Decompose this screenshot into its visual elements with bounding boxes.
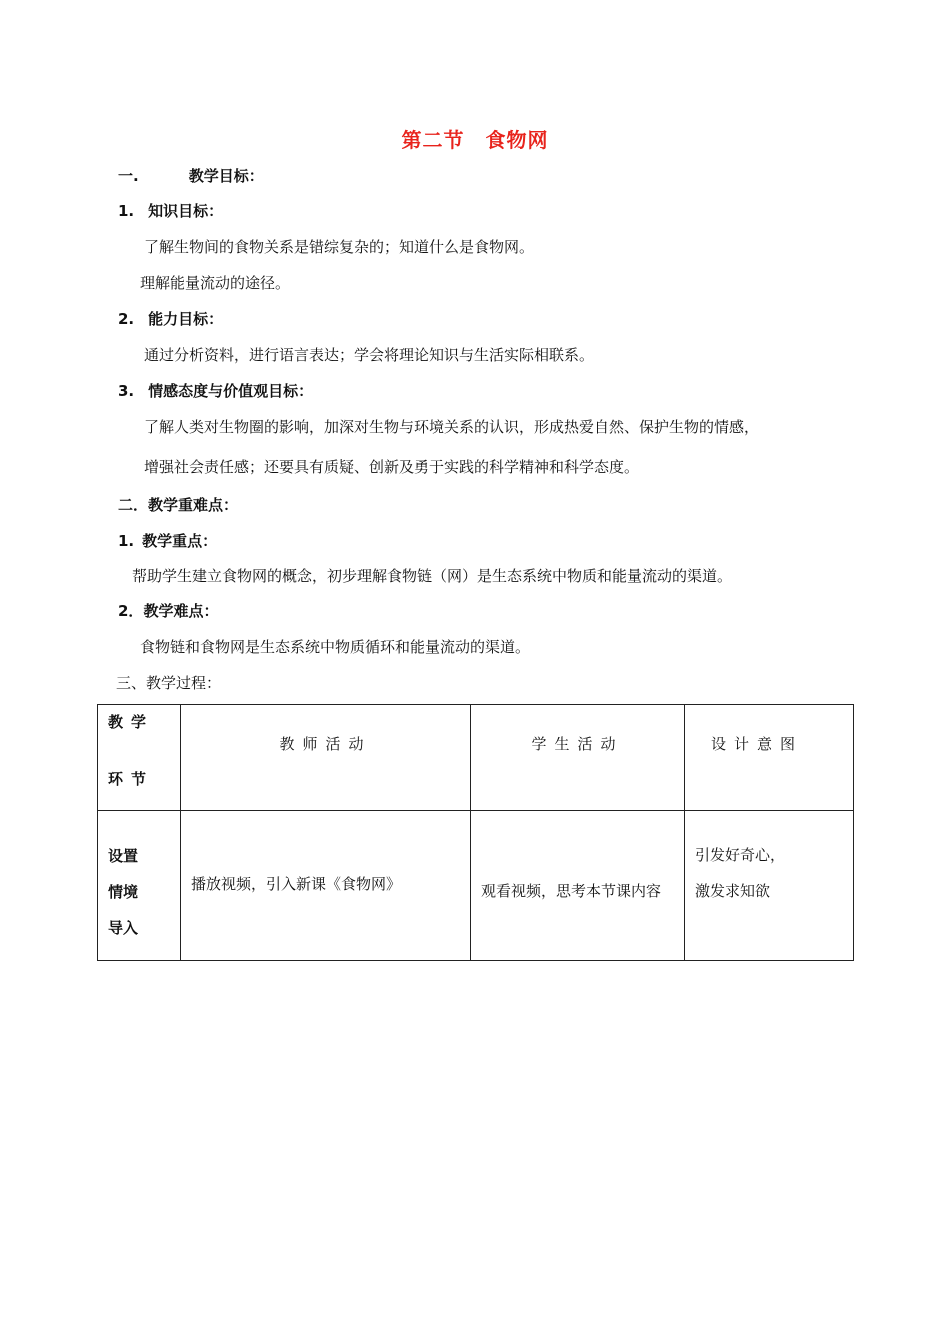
- row-student-activity: 观看视频，思考本节课内容: [471, 811, 685, 961]
- key-point-heading: [118, 530, 217, 551]
- table-row: [98, 811, 854, 961]
- difficulty-line-1: 食物链和食物网是生态系统中物质循环和能量流动的渠道。: [140, 638, 531, 656]
- objective-1-number: 1.: [118, 202, 135, 220]
- difficulty-number: 2．: [118, 602, 144, 620]
- section-3-heading: 三、教学过程：: [116, 674, 222, 692]
- header-stage: [98, 705, 181, 811]
- key-point-line-1: 帮助学生建立食物网的概念，初步理解食物链（网）是生态系统中物质和能量流动的渠道。: [132, 567, 733, 585]
- knowledge-line-1: 了解生物间的食物关系是错综复杂的；知道什么是食物网。: [144, 238, 535, 256]
- key-point-title: 教学重点：: [142, 532, 218, 550]
- header-student: 学生活动: [471, 705, 685, 811]
- row-intent-line-2: 激发求知欲: [695, 882, 771, 900]
- objective-1-title: 知识目标：: [148, 202, 224, 220]
- teaching-process-table: [97, 704, 854, 961]
- row-stage-line-1: 设置: [108, 847, 139, 865]
- row-stage-line-3: 导入: [108, 919, 139, 937]
- objective-1-heading: [118, 200, 223, 221]
- difficulty-title: 教学难点：: [143, 602, 219, 620]
- objective-3-title: 情感态度与价值观目标：: [148, 382, 314, 400]
- row-teacher-activity: 播放视频，引入新课《食物网》: [181, 811, 471, 961]
- row-stage: [98, 811, 181, 961]
- section-1-number: 一.: [118, 167, 139, 185]
- objective-3-number: 3.: [118, 382, 135, 400]
- header-stage-top: 教学: [108, 713, 155, 731]
- header-intent: 设计意图: [685, 705, 854, 811]
- section-1-title: 教学目标：: [188, 167, 264, 185]
- row-stage-line-2: 情境: [108, 883, 139, 901]
- header-stage-bottom: 环节: [108, 770, 155, 788]
- section-2-heading: 二．教学重难点：: [118, 496, 239, 514]
- key-point-number: 1.: [118, 532, 135, 550]
- ability-line-1: 通过分析资料，进行语言表达；学会将理论知识与生活实际相联系。: [144, 346, 595, 364]
- knowledge-line-2: 理解能量流动的途径。: [140, 274, 291, 292]
- objective-3-heading: [118, 380, 313, 401]
- row-design-intent: [685, 811, 854, 961]
- page-title: 第二节 食物网: [401, 128, 549, 152]
- attitude-line-1: 了解人类对生物圈的影响，加深对生物与环境关系的认识，形成热爱自然、保护生物的情感，: [144, 418, 760, 436]
- section-1-heading: [118, 165, 264, 186]
- difficulty-heading: [118, 600, 218, 621]
- table-header-row: [98, 705, 854, 811]
- objective-2-number: 2.: [118, 310, 135, 328]
- objective-2-heading: [118, 308, 223, 329]
- row-intent-line-1: 引发好奇心，: [695, 846, 786, 864]
- attitude-line-2: 增强社会责任感；还要具有质疑、创新及勇于实践的科学精神和科学态度。: [144, 458, 640, 476]
- header-teacher: 教师活动: [181, 705, 471, 811]
- objective-2-title: 能力目标：: [148, 310, 224, 328]
